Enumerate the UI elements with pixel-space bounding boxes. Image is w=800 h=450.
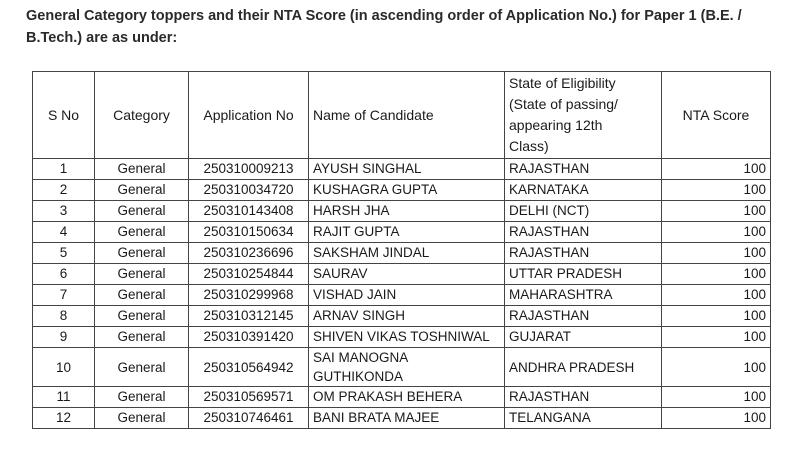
cell-name: SAURAV	[309, 264, 505, 285]
cell-category: General	[95, 408, 189, 429]
cell-score: 100	[662, 264, 771, 285]
cell-name-line-2: GUTHIKONDA	[313, 369, 404, 384]
cell-application-no: 250310143408	[189, 201, 309, 222]
cell-score: 100	[662, 387, 771, 408]
cell-name: KUSHAGRA GUPTA	[309, 180, 505, 201]
cell-application-no: 250310564942	[189, 348, 309, 387]
cell-state: RAJASTHAN	[505, 243, 662, 264]
cell-sno: 10	[33, 348, 95, 387]
table-row	[33, 180, 771, 201]
cell-score: 100	[662, 243, 771, 264]
cell-name: ARNAV SINGH	[309, 306, 505, 327]
cell-application-no: 250310034720	[189, 180, 309, 201]
cell-category: General	[95, 222, 189, 243]
column-header-application-no: Application No	[189, 72, 309, 159]
cell-name: BANI BRATA MAJEE	[309, 408, 505, 429]
cell-application-no: 250310569571	[189, 387, 309, 408]
cell-category: General	[95, 159, 189, 180]
cell-application-no: 250310009213	[189, 159, 309, 180]
cell-application-no: 250310236696	[189, 243, 309, 264]
cell-name: OM PRAKASH BEHERA	[309, 387, 505, 408]
column-header-category: Category	[95, 72, 189, 159]
table-row	[33, 408, 771, 429]
cell-category: General	[95, 348, 189, 387]
table-row	[33, 243, 771, 264]
cell-application-no: 250310391420	[189, 327, 309, 348]
table-row	[33, 327, 771, 348]
table-row	[33, 306, 771, 327]
cell-category: General	[95, 264, 189, 285]
state-header-line-3: appearing 12th	[509, 117, 603, 133]
state-header-line-2: (State of passing/	[509, 96, 618, 112]
column-header-sno: S No	[33, 72, 95, 159]
cell-category: General	[95, 201, 189, 222]
cell-state: RAJASTHAN	[505, 222, 662, 243]
cell-sno: 8	[33, 306, 95, 327]
cell-score: 100	[662, 180, 771, 201]
table-row	[33, 222, 771, 243]
cell-sno: 7	[33, 285, 95, 306]
cell-application-no: 250310150634	[189, 222, 309, 243]
cell-name: SAKSHAM JINDAL	[309, 243, 505, 264]
cell-application-no: 250310312145	[189, 306, 309, 327]
cell-category: General	[95, 243, 189, 264]
cell-name: AYUSH SINGHAL	[309, 159, 505, 180]
cell-name: RAJIT GUPTA	[309, 222, 505, 243]
table-row	[33, 264, 771, 285]
table-row	[33, 159, 771, 180]
cell-name-line-1: SAI MANOGNA	[313, 350, 409, 365]
table-row	[33, 387, 771, 408]
cell-name	[309, 348, 505, 387]
cell-sno: 11	[33, 387, 95, 408]
cell-state: UTTAR PRADESH	[505, 264, 662, 285]
cell-application-no: 250310254844	[189, 264, 309, 285]
cell-sno: 9	[33, 327, 95, 348]
cell-score: 100	[662, 327, 771, 348]
cell-state: KARNATAKA	[505, 180, 662, 201]
cell-state: RAJASTHAN	[505, 387, 662, 408]
cell-category: General	[95, 387, 189, 408]
cell-sno: 2	[33, 180, 95, 201]
cell-sno: 1	[33, 159, 95, 180]
cell-state: RAJASTHAN	[505, 306, 662, 327]
state-header-line-1: State of Eligibility	[509, 75, 616, 91]
cell-application-no: 250310746461	[189, 408, 309, 429]
cell-name: HARSH JHA	[309, 201, 505, 222]
table-row	[33, 348, 771, 387]
cell-score: 100	[662, 285, 771, 306]
cell-state: DELHI (NCT)	[505, 201, 662, 222]
cell-sno: 12	[33, 408, 95, 429]
cell-state: RAJASTHAN	[505, 159, 662, 180]
cell-state: ANDHRA PRADESH	[505, 348, 662, 387]
cell-sno: 4	[33, 222, 95, 243]
cell-score: 100	[662, 348, 771, 387]
table-row	[33, 285, 771, 306]
cell-sno: 5	[33, 243, 95, 264]
column-header-state	[505, 72, 662, 159]
cell-state: GUJARAT	[505, 327, 662, 348]
cell-category: General	[95, 285, 189, 306]
table-header-row	[33, 72, 771, 159]
cell-score: 100	[662, 306, 771, 327]
cell-score: 100	[662, 408, 771, 429]
cell-state: TELANGANA	[505, 408, 662, 429]
column-header-name: Name of Candidate	[309, 72, 505, 159]
toppers-table	[32, 71, 771, 429]
cell-application-no: 250310299968	[189, 285, 309, 306]
cell-state: MAHARASHTRA	[505, 285, 662, 306]
cell-category: General	[95, 306, 189, 327]
cell-category: General	[95, 327, 189, 348]
cell-name: VISHAD JAIN	[309, 285, 505, 306]
cell-score: 100	[662, 222, 771, 243]
cell-score: 100	[662, 201, 771, 222]
cell-score: 100	[662, 159, 771, 180]
cell-category: General	[95, 180, 189, 201]
column-header-score: NTA Score	[662, 72, 771, 159]
cell-sno: 6	[33, 264, 95, 285]
page-heading: General Category toppers and their NTA Score (in ascending order of Application No.) for Paper 1 (B.E. / B.Tech.) are as under:	[26, 8, 742, 46]
state-header-line-4: Class)	[509, 138, 549, 154]
cell-sno: 3	[33, 201, 95, 222]
cell-name: SHIVEN VIKAS TOSHNIWAL	[309, 327, 505, 348]
table-row	[33, 201, 771, 222]
